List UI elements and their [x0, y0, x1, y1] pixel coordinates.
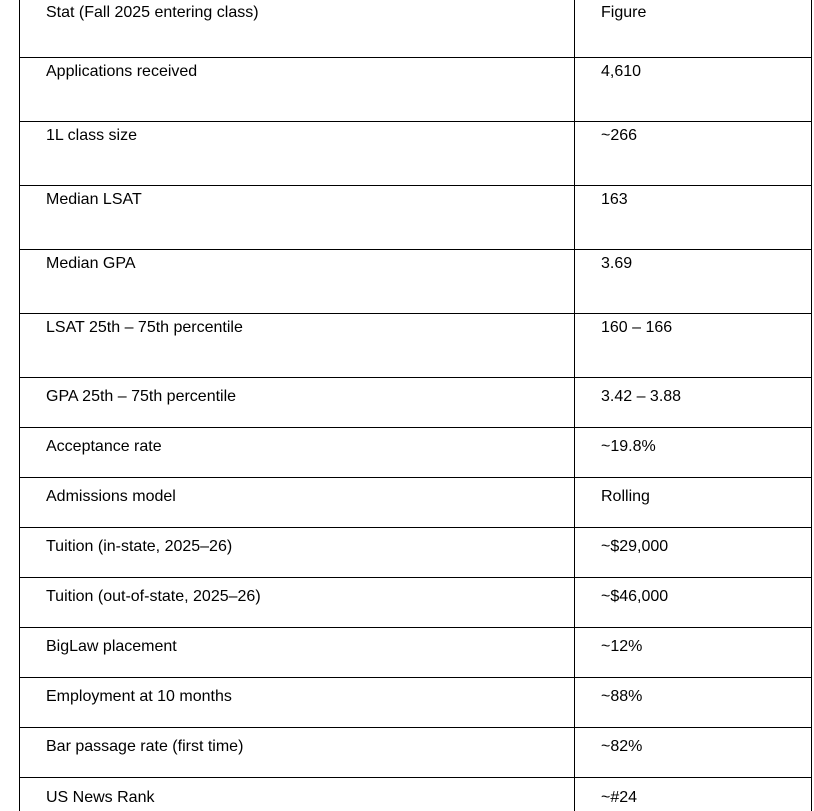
stat-cell: Bar passage rate (first time): [20, 728, 575, 778]
stat-cell: BigLaw placement: [20, 628, 575, 678]
figure-cell: ~88%: [575, 678, 812, 728]
table-row: [20, 122, 812, 186]
header-figure-cell: Figure: [575, 0, 812, 58]
table-row: [20, 186, 812, 250]
table-row: [20, 628, 812, 678]
table-row: [20, 678, 812, 728]
header-stat-cell: Stat (Fall 2025 entering class): [20, 0, 575, 58]
table-row: [20, 528, 812, 578]
table-row: [20, 478, 812, 528]
table-row: [20, 314, 812, 378]
figure-cell: ~$29,000: [575, 528, 812, 578]
stat-cell: LSAT 25th – 75th percentile: [20, 314, 575, 378]
figure-cell: ~266: [575, 122, 812, 186]
figure-cell: 3.42 – 3.88: [575, 378, 812, 428]
stat-cell: Median GPA: [20, 250, 575, 314]
stat-cell: 1L class size: [20, 122, 575, 186]
figure-cell: ~$46,000: [575, 578, 812, 628]
figure-cell: ~19.8%: [575, 428, 812, 478]
stat-cell: Admissions model: [20, 478, 575, 528]
table-row: [20, 250, 812, 314]
figure-cell: 4,610: [575, 58, 812, 122]
stat-cell: US News Rank: [20, 778, 575, 811]
stat-cell: Tuition (out-of-state, 2025–26): [20, 578, 575, 628]
figure-cell: ~82%: [575, 728, 812, 778]
figure-cell: ~#24: [575, 778, 812, 811]
table-header-row: [20, 0, 812, 58]
stat-cell: Acceptance rate: [20, 428, 575, 478]
figure-cell: 3.69: [575, 250, 812, 314]
table-row: [20, 778, 812, 811]
stat-cell: Median LSAT: [20, 186, 575, 250]
stat-cell: Tuition (in-state, 2025–26): [20, 528, 575, 578]
stat-cell: Employment at 10 months: [20, 678, 575, 728]
table-row: [20, 428, 812, 478]
figure-cell: 160 – 166: [575, 314, 812, 378]
admissions-stats-table: [19, 0, 812, 811]
stat-cell: GPA 25th – 75th percentile: [20, 378, 575, 428]
stats-table-container: [19, 0, 811, 811]
table-row: [20, 728, 812, 778]
figure-cell: 163: [575, 186, 812, 250]
table-row: [20, 378, 812, 428]
figure-cell: Rolling: [575, 478, 812, 528]
stat-cell: Applications received: [20, 58, 575, 122]
table-row: [20, 578, 812, 628]
table-row: [20, 58, 812, 122]
figure-cell: ~12%: [575, 628, 812, 678]
